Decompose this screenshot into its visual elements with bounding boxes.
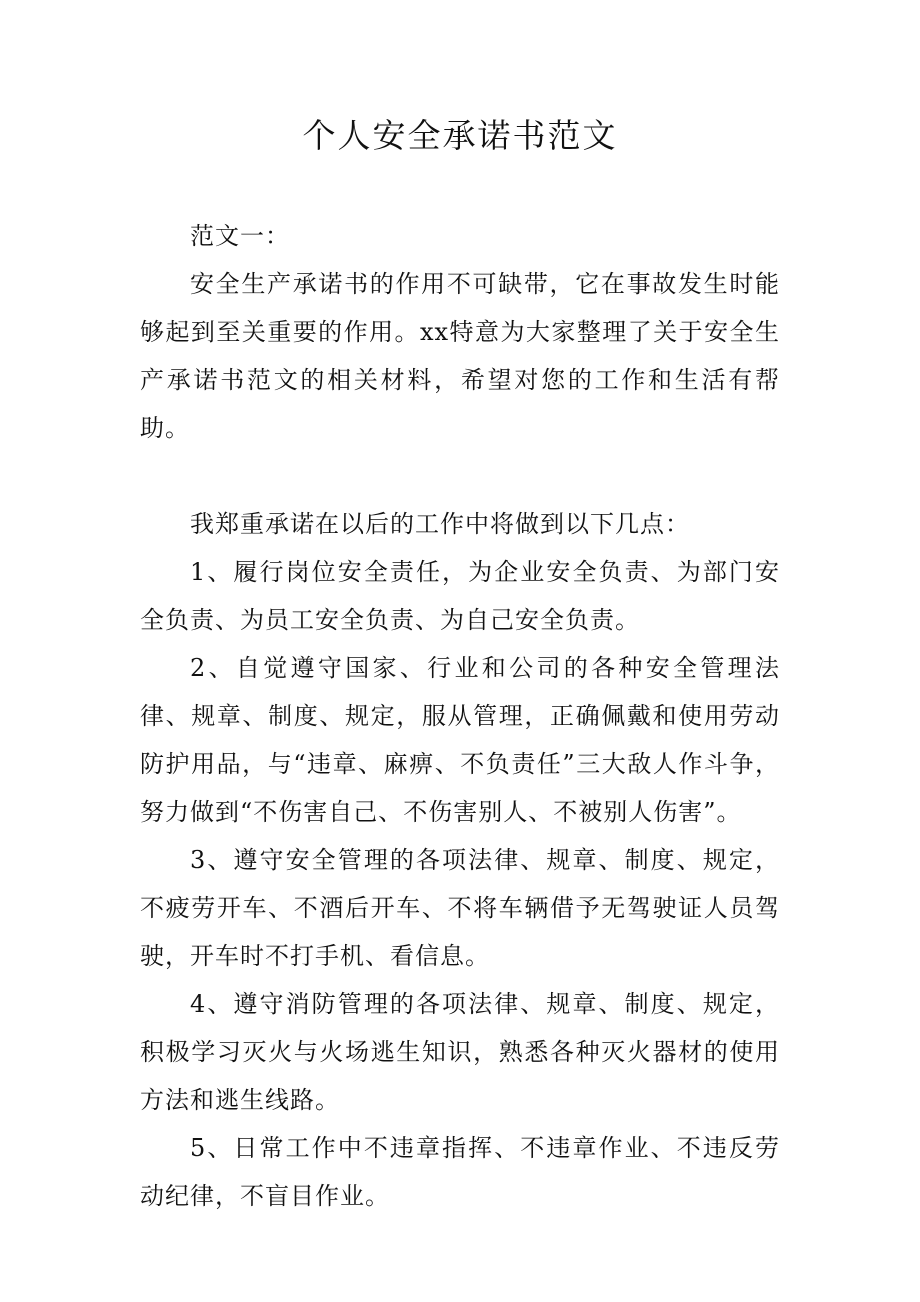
pledge-lead-paragraph: 我郑重承诺在以后的工作中将做到以下几点： [190, 510, 690, 538]
pledge-item-2: 2、自觉遵守国家、行业和公司的各种安全管理法律、规章、制度、规定，服从管理，正确佩戴和使用劳动防护用品，与“违章、麻痹、不负责任”三大敌人作斗争，努力做到“不伤害自己、不伤害别人、不被别人伤害”。 [140, 654, 780, 826]
pledge-item-1: 1、履行岗位安全责任，为企业安全负责、为部门安全负责、为员工安全负责、为自己安全负责。 [140, 558, 780, 634]
pledge-item-3: 3、遵守安全管理的各项法律、规章、制度、规定，不疲劳开车、不酒后开车、不将车辆借予无驾驶证人员驾驶，开车时不打手机、看信息。 [140, 846, 780, 970]
document-body [140, 212, 780, 1220]
pledge-item-4: 4、遵守消防管理的各项法律、规章、制度、规定，积极学习灭火与火场逃生知识，熟悉各种灭火器材的使用方法和逃生线路。 [140, 990, 780, 1114]
document-title: 个人安全承诺书范文 [302, 116, 618, 155]
pledge-item-5: 5、日常工作中不违章指挥、不违章作业、不违反劳动纪律，不盲目作业。 [140, 1134, 780, 1210]
intro-paragraph: 安全生产承诺书的作用不可缺带，它在事故发生时能够起到至关重要的作用。xx特意为大家整理了关于安全生产承诺书范文的相关材料，希望对您的工作和生活有帮助。 [140, 270, 780, 442]
section-heading: 范文一： [190, 222, 290, 250]
